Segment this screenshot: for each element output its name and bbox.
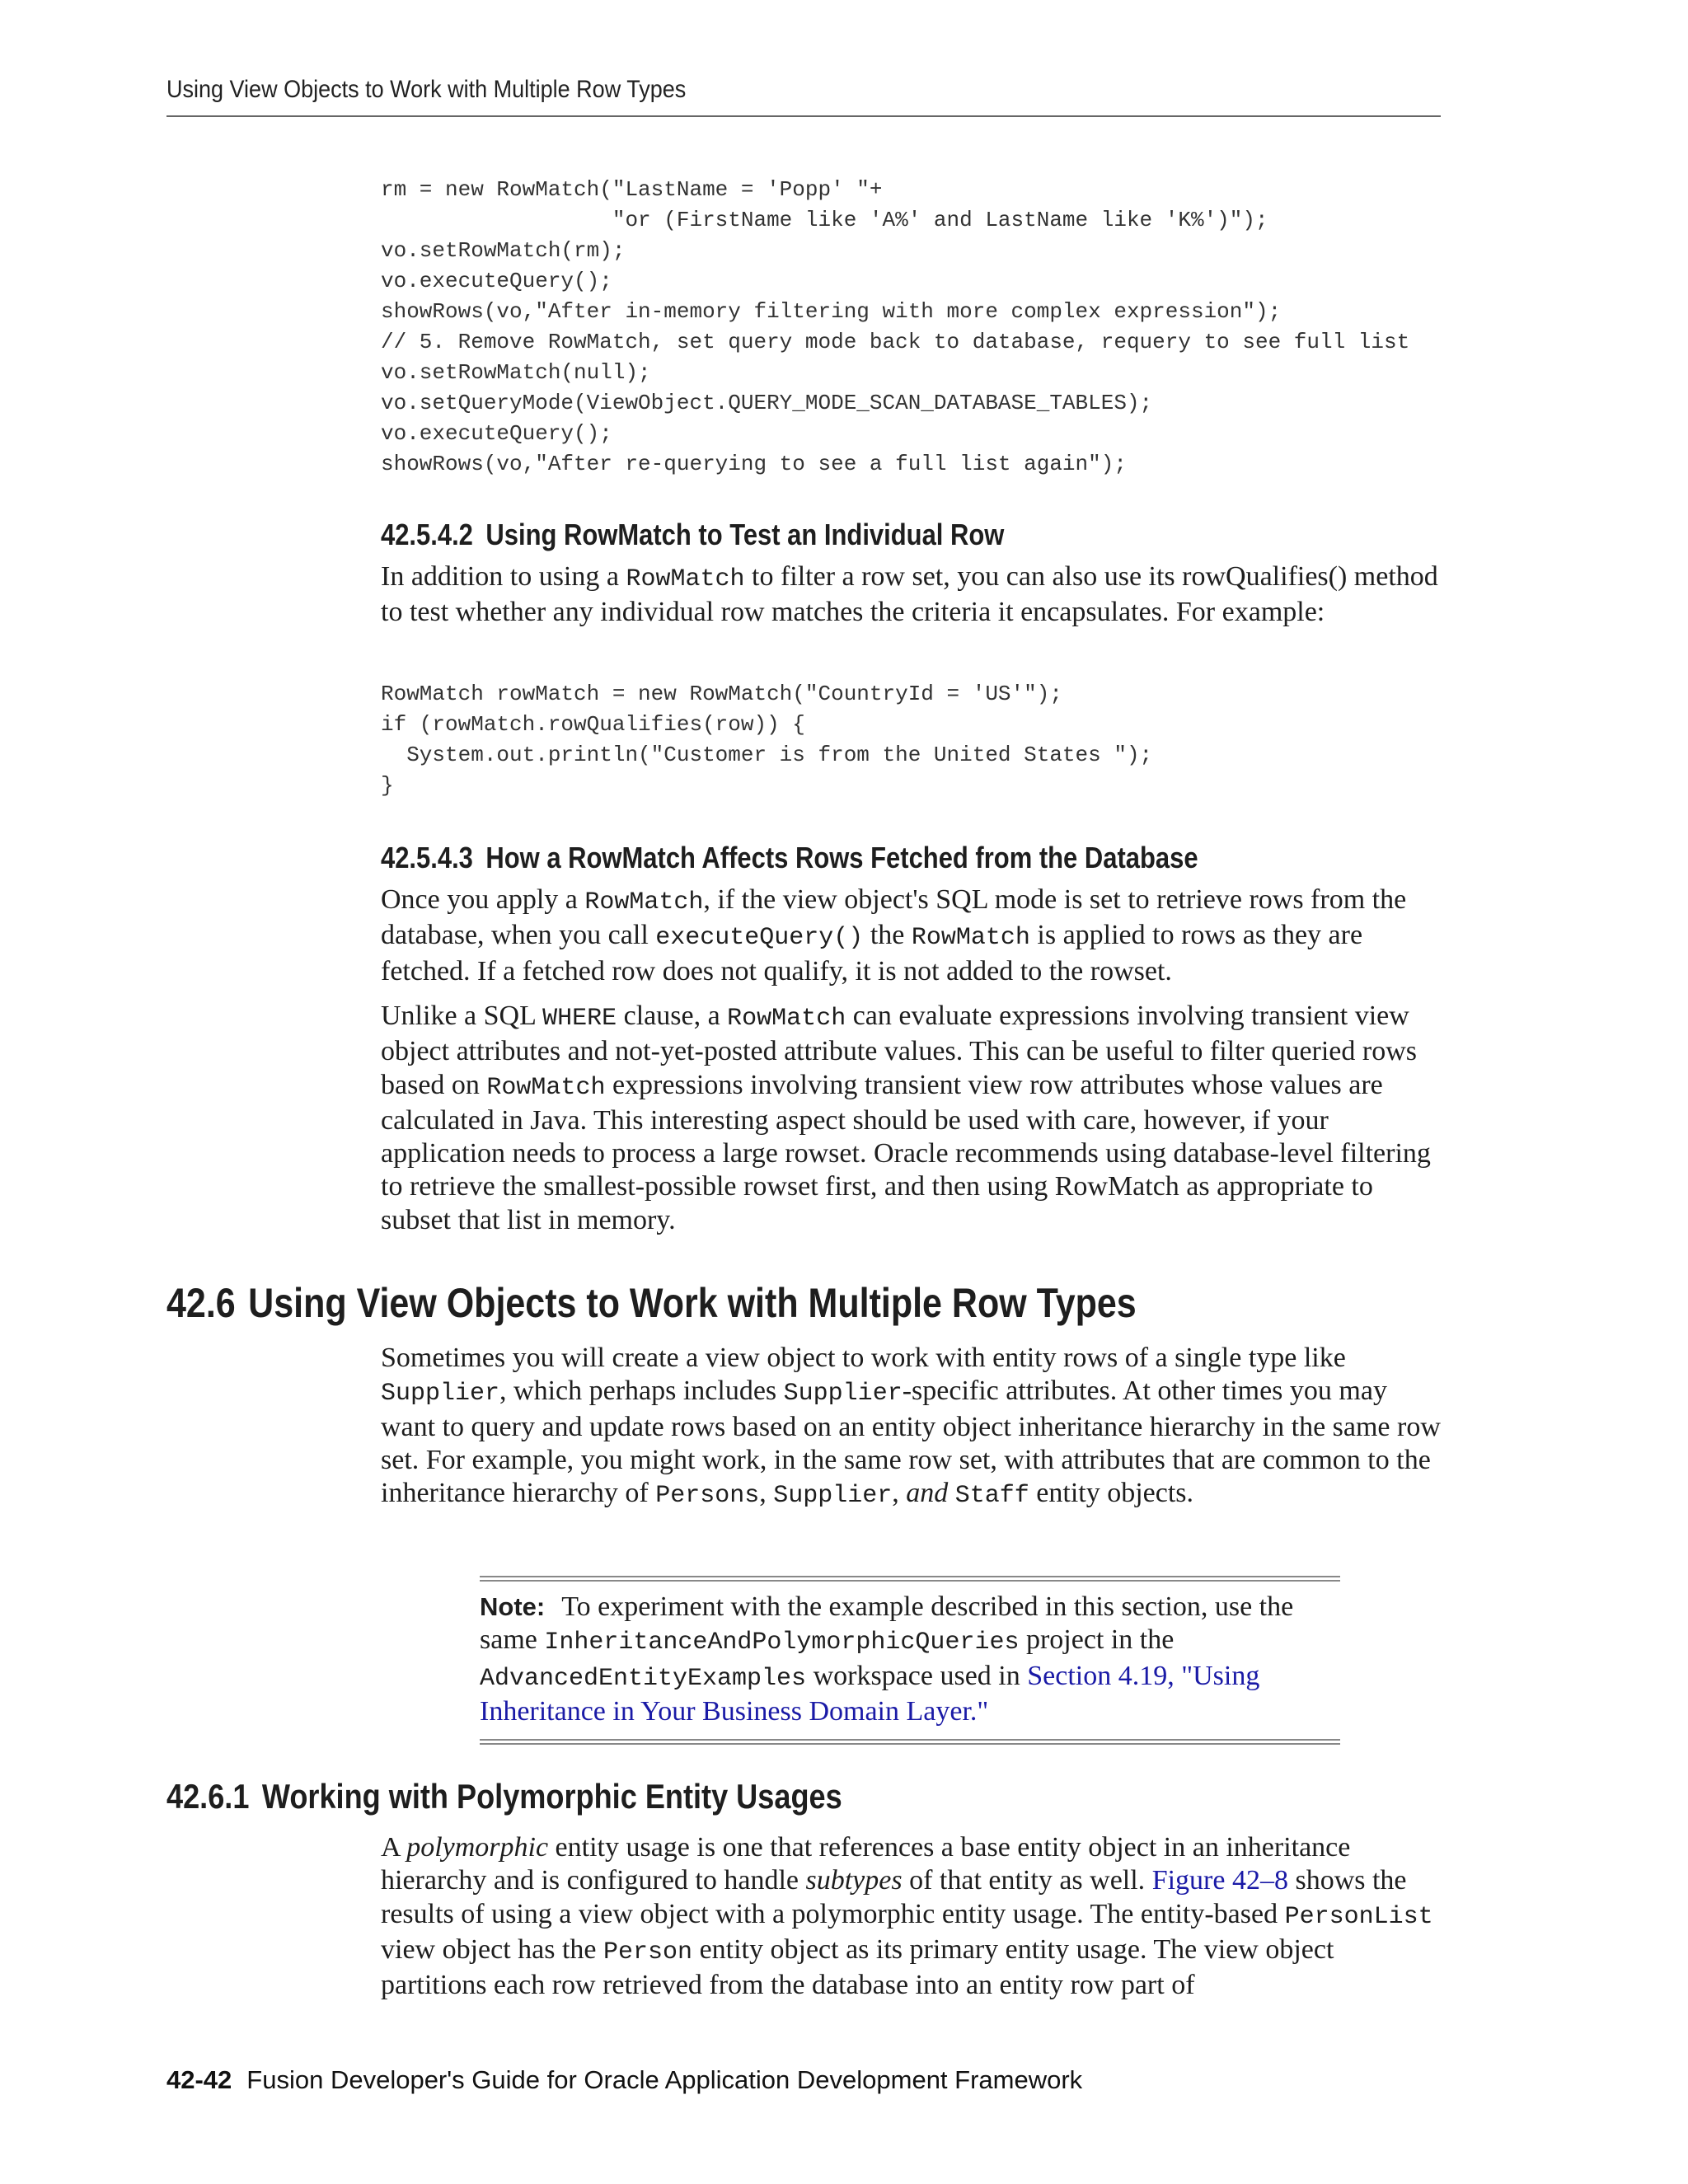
code-listing: RowMatch rowMatch = new RowMatch("CountryId = 'US'"); if (rowMatch.rowQualifies(row)) { System.out.println("Customer is from the United States "); } xyxy=(381,682,1153,798)
section-number: 42.5.4.3 xyxy=(381,841,473,874)
code-listing: rm = new RowMatch("LastName = 'Popp' "+ "or (FirstName like 'A%' and LastName like 'K%')"); vo.setRowMatch(rm); vo.executeQuery(); showRows(vo,"After in-memory filtering with more complex expression"); // 5. Remove RowMatch, set query mode back to database, requery to see full list vo.setRowMatch(null); vo.setQueryMode(ViewObject.QUERY_MODE_SCAN_DATABASE_TABLES); vo.executeQuery(); showRows(vo,"After re-querying to see a full list again"); xyxy=(381,177,1410,476)
code-block-1 xyxy=(381,175,1409,480)
book-title: Fusion Developer's Guide for Oracle Application Development Framework xyxy=(246,2065,1083,2094)
note-top-rule xyxy=(480,1576,1340,1582)
section-number: 42.5.4.2 xyxy=(381,518,473,551)
code-block-2 xyxy=(381,679,1152,801)
note-bottom-rule xyxy=(480,1739,1340,1745)
figure-42-8-link[interactable]: Figure 42–8 xyxy=(1151,1865,1288,1896)
section-heading-42-5-4-2 xyxy=(381,518,1004,552)
section-heading-42-6-1 xyxy=(166,1777,842,1816)
header-rule xyxy=(166,115,1441,117)
section-number: 42.6 xyxy=(166,1280,236,1326)
paragraph-rowmatch-where: Unlike a SQL WHERE clause, a RowMatch can evaluate expressions involving transient view object attributes and not-yet-posted attribute values. This can be useful to filter queried rows based on RowMatch expressions involving transient view row attributes whose values are calculated in Java. This interesting aspect should be used with care, however, if your application needs to process a large rowset. Oracle recommends using database-level filtering to retrieve the smallest-possible rowset first, and then using RowMatch as appropriate to subset that list in memory. xyxy=(381,1001,1431,1235)
paragraph-rowmatch-test: In addition to using a RowMatch to filter a row set, you can also use its rowQualifies() method to test whether any individual row matches the criteria it encapsulates. For example: xyxy=(381,561,1438,628)
section-title: Using View Objects to Work with Multiple Row Types xyxy=(248,1280,1137,1326)
section-number: 42.6.1 xyxy=(166,1777,250,1816)
section-title: Working with Polymorphic Entity Usages xyxy=(261,1777,842,1816)
section-heading-42-6 xyxy=(166,1279,1137,1327)
paragraph-multiple-row-types: Sometimes you will create a view object to work with entity rows of a single type like Supplier, which perhaps includes Supplier-specific attributes. At other times you may want to query and update rows based on an entity object inheritance hierarchy in the same row set. For example, you might work, in the same row set, with attributes that are common to the inheritance hierarchy of Persons, Supplier, and Staff entity objects. xyxy=(381,1343,1441,1511)
note-box: Note: To experiment with the example described in this section, use the same InheritanceAndPolymorphicQueries project in the AdvancedEntityExamples workspace used in Section 4.19, "Using Inheritance in Your Business Domain Layer." xyxy=(480,1591,1294,1727)
paragraph-rowmatch-fetch: Once you apply a RowMatch, if the view object's SQL mode is set to retrieve rows from the database, when you call executeQuery() the RowMatch is applied to rows as they are fetched. If a fetched row does not qualify, it is not added to the rowset. xyxy=(381,884,1407,987)
page-footer xyxy=(166,2065,1320,2095)
running-header: Using View Objects to Work with Multiple Row Types xyxy=(166,76,687,103)
section-heading-42-5-4-3 xyxy=(381,841,1198,875)
paragraph-polymorphic: A polymorphic entity usage is one that references a base entity object in an inheritance hierarchy and is configured to handle subtypes of that entity as well. Figure 42–8 shows the results of using a view object with a polymorphic entity usage. The entity-based PersonList view object has the Person entity object as its primary entity usage. The view object partitions each row retrieved from the database into an entity row part of xyxy=(381,1832,1433,2001)
section-4-19-link[interactable]: Section 4.19, "Using Inheritance in Your Business Domain Layer." xyxy=(480,1660,1260,1727)
section-title: Using RowMatch to Test an Individual Row xyxy=(485,518,1005,551)
note-label: Note: xyxy=(480,1592,546,1621)
section-title: How a RowMatch Affects Rows Fetched from the Database xyxy=(485,841,1198,874)
page-number: 42-42 xyxy=(166,2065,232,2094)
